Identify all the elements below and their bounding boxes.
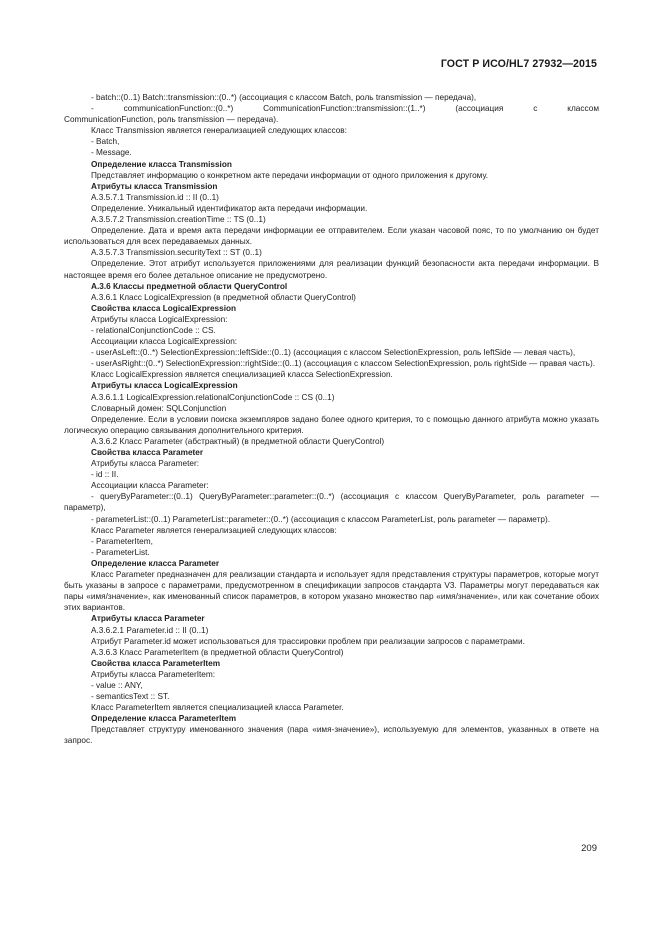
paragraph: CommunicationFunction, роль transmission — передача).	[64, 115, 279, 125]
paragraph: Ассоциации класса Parameter:	[91, 481, 209, 491]
paragraph: Ассоциации класса LogicalExpression:	[91, 337, 238, 347]
paragraph: A.3.6.2 Класс Parameter (абстрактный) (в предметной области QueryControl)	[91, 436, 385, 446]
paragraph: Определение. Если в условии поиска экземпляров задано более одного критерия, то с помощью данного атрибута можно указать логическую операцию связывания дополнительного критерия.	[64, 414, 599, 435]
paragraph: - relationalConjunctionCode :: CS.	[91, 325, 216, 335]
paragraph: - userAsLeft::(0..*) SelectionExpression::leftSide::(0..1) (ассоциация с классом SelectionExpression, роль leftSide — левая часть),	[91, 348, 576, 358]
page-number: 209	[581, 843, 597, 854]
paragraph: Класс ParameterItem является специализацией класса Parameter.	[91, 703, 344, 713]
paragraph: Представляет информацию о конкретном акте передачи информации от одного приложения к другому.	[91, 170, 489, 180]
section-heading: Свойства класса Parameter	[91, 448, 204, 457]
paragraph: Атрибут Parameter.id может использоваться для трассировки проблем при реализации запросов с параметрами.	[91, 636, 525, 646]
paragraph: - communicationFunction::(0..*) CommunicationFunction::transmission::(1..*) (ассоциация с классом	[91, 104, 599, 114]
paragraph: - Batch,	[91, 137, 120, 147]
paragraph: - ParameterList.	[91, 547, 150, 557]
section-heading: Определение класса Transmission	[91, 159, 232, 169]
paragraph: Класс Parameter является генерализацией следующих классов:	[91, 525, 337, 535]
paragraph: Определение. Уникальный идентификатор акта передачи информации.	[91, 203, 368, 213]
section-heading: Свойства класса ParameterItem	[91, 658, 221, 668]
paragraph: Класс LogicalExpression является специализацией класса SelectionExpression.	[91, 370, 393, 380]
paragraph: Словарный домен: SQLConjunction	[91, 403, 227, 413]
paragraph: - id :: II.	[91, 470, 119, 480]
paragraph: - ParameterItem,	[91, 536, 153, 546]
paragraph: A.3.5.7.2 Transmission.creationTime :: TS (0..1)	[91, 215, 266, 225]
paragraph: Определение. Этот атрибут используется приложениями для реализации функций безопасности акта передачи информации. В настоящее время его более детальное описание не предусмотрено.	[64, 259, 599, 280]
section-heading: Свойства класса LogicalExpression	[91, 303, 237, 313]
section-heading: Определение класса ParameterItem	[91, 714, 237, 724]
document-header: ГОСТ Р ИСО/HL7 27932—2015	[440, 58, 597, 70]
paragraph: A.3.6.1.1 LogicalExpression.relationalConjunctionCode :: CS (0..1)	[91, 392, 335, 402]
section-heading: Атрибуты класса LogicalExpression	[91, 381, 238, 391]
section-heading: Определение класса Parameter	[91, 558, 220, 568]
paragraph: A.3.5.7.1 Transmission.id :: II (0..1)	[91, 192, 219, 202]
paragraph: A.3.5.7.3 Transmission.securityText :: ST (0..1)	[91, 248, 262, 258]
paragraph: Класс Parameter предназначен для реализации стандарта и использует ядля представления структуры параметров, которые могут быть указаны в запросе с параметрами, предусмотренном в спецификации запросов стандарта V3. Параметры могут передаваться как пары «имя/значение», как именованный список параметров, в котором указано множество пар «имя/значение», или как сочетание обоих этих вариантов.	[64, 570, 599, 613]
paragraph: - value :: ANY,	[91, 680, 143, 690]
paragraph: Атрибуты класса ParameterItem:	[91, 669, 216, 679]
paragraph: Атрибуты класса LogicalExpression:	[91, 314, 228, 324]
section-heading: Атрибуты класса Parameter	[91, 614, 205, 624]
paragraph: - userAsRight::(0..*) SelectionExpression::rightSide::(0..1) (ассоциация с классом SelectionExpression, роль rightSide — правая часть).	[91, 359, 595, 369]
paragraph: Представляет структуру именованного значения (пара «имя-значение»), используемую для элементов, указанных в ответе на запрос.	[64, 725, 599, 746]
paragraph: Класс Transmission является генерализацией следующих классов:	[91, 126, 347, 136]
paragraph: - Message.	[91, 148, 132, 158]
paragraph: - batch::(0..1) Batch::transmission::(0..*) (ассоциация с классом Batch, роль transmission — передача),	[91, 93, 477, 102]
paragraph: - parameterList::(0..1) ParameterList::parameter::(0..*) (ассоциация с классом ParameterList, роль parameter — параметр).	[91, 514, 550, 524]
paragraph: Атрибуты класса Parameter:	[91, 459, 200, 469]
document-body	[64, 92, 599, 747]
paragraph: Определение. Дата и время акта передачи информации ее отправителем. Если указан часовой пояс, то по умолчанию он будет использоваться для всех передаваемых данных.	[64, 226, 599, 247]
paragraph: A.3.6.2.1 Parameter.id :: II (0..1)	[91, 625, 209, 635]
paragraph: - queryByParameter::(0..1) QueryByParameter::parameter::(0..*) (ассоциация с классом QueryByParameter, роль parameter — параметр),	[64, 492, 599, 513]
paragraph: A.3.6.3 Класс ParameterItem (в предметной области QueryControl)	[91, 647, 344, 657]
section-heading: Атрибуты класса Transmission	[91, 181, 218, 191]
paragraph: A.3.6.1 Класс LogicalExpression (в предметной области QueryControl)	[91, 292, 356, 302]
paragraph: - semanticsText :: ST.	[91, 692, 170, 702]
section-heading: A.3.6 Классы предметной области QueryControl	[91, 281, 288, 291]
